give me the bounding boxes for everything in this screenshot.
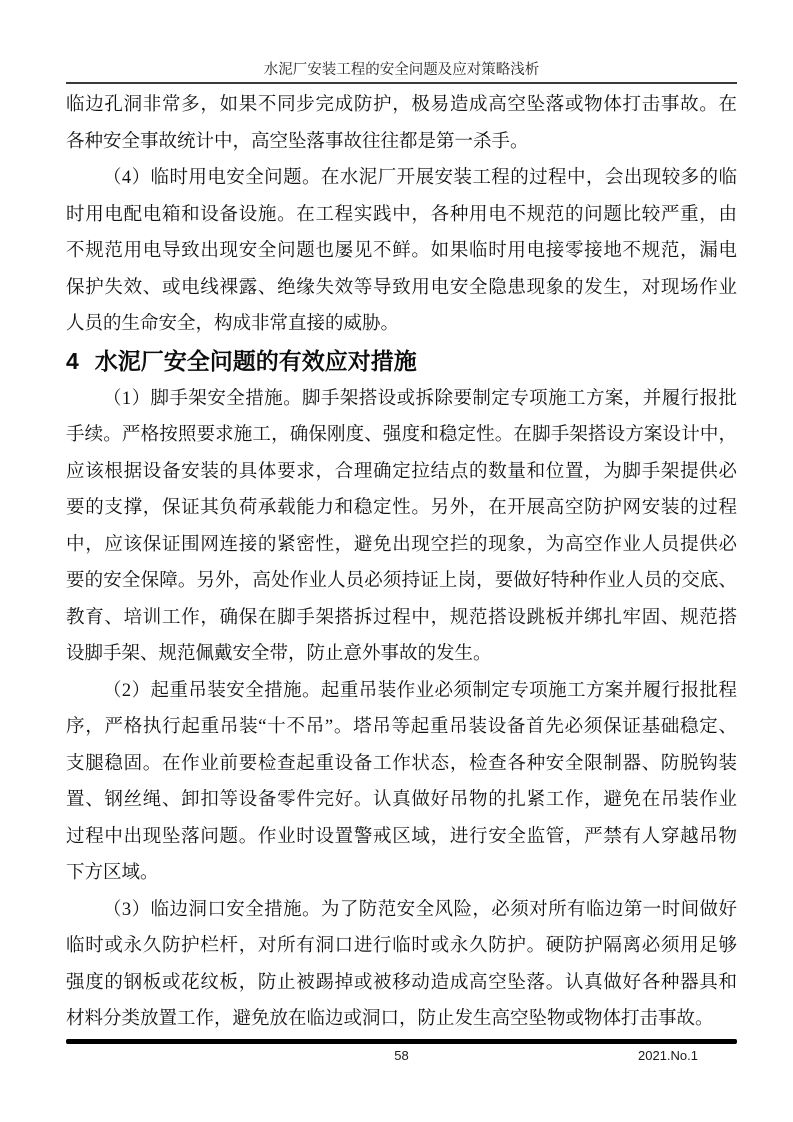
text-line: 保护失效、或电线裸露、绝缘失效等导致用电安全隐患现象的发生，对现场作业 xyxy=(66,277,737,298)
page-number: 58 xyxy=(394,1047,409,1063)
footer-rule xyxy=(66,1039,737,1044)
text-line: 手续。严格按照要求施工，确保刚度、强度和稳定性。在脚手架搭设方案设计中， xyxy=(66,425,737,445)
article-body xyxy=(66,84,737,1038)
page-header xyxy=(66,59,737,84)
text-line: 要的安全保障。另外，高处作业人员必须持证上岗，要做好特种作业人员的交底、 xyxy=(66,571,737,591)
text-line: 临边孔洞非常多，如果不同步完成防护，极易造成高空坠落或物体打击事故。在 xyxy=(66,95,737,115)
text-line: （1）脚手架安全措施。脚手架搭设或拆除要制定专项施工方案，并履行报批 xyxy=(103,388,737,409)
text-line: 人员的生命安全，构成非常直接的威胁。 xyxy=(66,314,400,334)
footer-row xyxy=(66,1046,737,1068)
text-line: 要的支撑，保证其负荷承载能力和稳定性。另外，在开展高空防护网安装的过程 xyxy=(66,498,737,518)
text-line: 中，应该保证围网连接的紧密性，避免出现空拦的现象，为高空作业人员提供必 xyxy=(66,534,737,555)
paragraph xyxy=(66,87,737,160)
text-line: 应该根据设备安装的具体要求，合理确定拉结点的数量和位置，为脚手架提供必 xyxy=(66,461,737,482)
section-number: 4 xyxy=(66,347,79,374)
text-line: 过程中出现坠落问题。作业时设置警戒区域，进行安全监管，严禁有人穿越吊物 xyxy=(66,826,737,847)
running-title: 水泥厂安装工程的安全问题及应对策略浅析 xyxy=(263,62,540,78)
text-line: 不规范用电导致出现安全问题也屡见不鲜。如果临时用电接零接地不规范，漏电 xyxy=(66,241,737,261)
text-line: 材料分类放置工作，避免放在临边或洞口，防止发生高空坠物或物体打击事故。 xyxy=(66,1009,714,1029)
page-footer xyxy=(66,1039,737,1068)
issue-label: 2021.No.1 xyxy=(638,1047,698,1063)
text-line: 教育、培训工作，确保在脚手架搭拆过程中，规范搭设跳板并绑扎牢固、规范搭 xyxy=(66,607,737,628)
text-line: 序，严格执行起重吊装“十不吊”。塔吊等起重吊装设备首先必须保证基础稳定、 xyxy=(66,717,737,737)
paragraph xyxy=(66,160,737,343)
text-line: 支腿稳固。在作业前要检查起重设备工作状态，检查各种安全限制器、防脱钩装 xyxy=(66,753,737,774)
text-line: （3）临边洞口安全措施。为了防范安全风险，必须对所有临边第一时间做好 xyxy=(103,899,737,920)
text-line: （2）起重吊装安全措施。起重吊装作业必须制定专项施工方案并履行报批程 xyxy=(103,680,737,701)
text-line: 强度的钢板或花纹板，防止被踢掉或被移动造成高空坠落。认真做好各种器具和 xyxy=(66,972,737,993)
text-line: 临时或永久防护栏杆，对所有洞口进行临时或永久防护。硬防护隔离必须用足够 xyxy=(66,936,737,956)
text-line: 设脚手架、规范佩戴安全带，防止意外事故的发生。 xyxy=(66,644,492,664)
text-line: 时用电配电箱和设备设施。在工程实践中，各种用电不规范的问题比较严重，由 xyxy=(66,204,737,225)
section-heading xyxy=(66,343,737,381)
text-line: 下方区域。 xyxy=(66,863,159,883)
paragraph xyxy=(66,673,737,892)
paragraph xyxy=(66,381,737,673)
section-title: 水泥厂安全问题的有效应对措施 xyxy=(94,347,417,374)
text-line: （4）临时用电安全问题。在水泥厂开展安装工程的过程中，会出现较多的临 xyxy=(103,168,737,188)
paragraph xyxy=(66,892,737,1038)
text-line: 置、钢丝绳、卸扣等设备零件完好。认真做好吊物的扎紧工作，避免在吊装作业 xyxy=(66,790,737,810)
text-line: 各种安全事故统计中，高空坠落事故往往都是第一杀手。 xyxy=(66,131,529,152)
